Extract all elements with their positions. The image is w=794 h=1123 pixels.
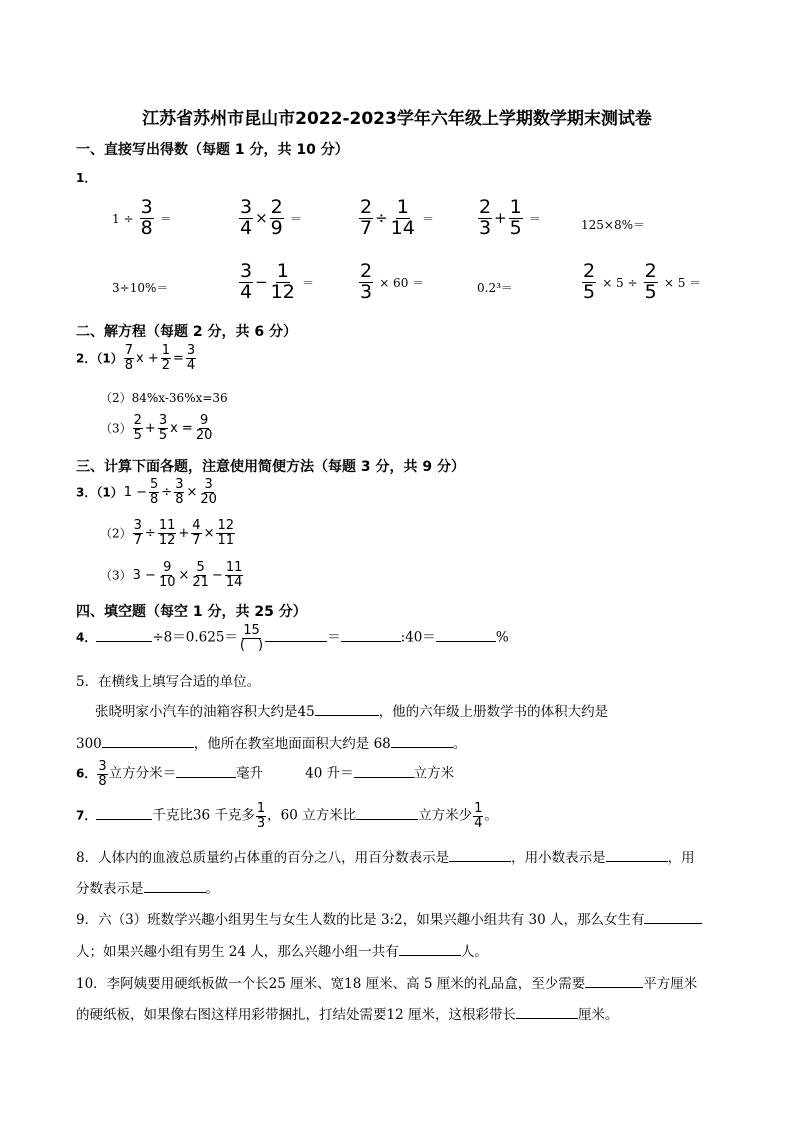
fraction: $\frac{1}{12}$ bbox=[270, 260, 295, 303]
mental-r1-c: $\frac{2}{7}$ ÷ $\frac{1}{14}$ ＝ bbox=[360, 196, 434, 239]
fraction: $\frac{3}{8}$ bbox=[98, 759, 107, 789]
question-10-line-2: 的硬纸板，如果像右图这样用彩带捆扎，打结处需要12 厘米，这根彩带长 厘米。 bbox=[76, 1003, 618, 1023]
mental-r2-d: 0.2³＝ bbox=[477, 281, 513, 295]
fraction: $\frac{7}{8}$ bbox=[124, 343, 133, 373]
question-9-line-1: 9．六（3）班数学兴趣小组男生与女生人数的比是 3:2，如果兴趣小组共有 30 人，那么女生有 bbox=[76, 908, 702, 928]
fraction: $\frac{15}{( )}$ bbox=[239, 623, 264, 653]
answer-blank[interactable] bbox=[356, 805, 418, 820]
fraction: $\frac{3}{8}$ bbox=[140, 196, 153, 239]
fraction: $\frac{1}{2}$ bbox=[161, 343, 170, 373]
answer-blank[interactable] bbox=[341, 627, 401, 642]
fraction: $\frac{2}{9}$ bbox=[270, 196, 283, 239]
question-5-prompt: 5．在横线上填写合适的单位。 bbox=[76, 674, 261, 690]
fraction: $\frac{1}{14}$ bbox=[390, 196, 415, 239]
question-10-line-1: 10．李阿姨要用硬纸板做一个长25 厘米、宽18 厘米、高 5 厘米的礼品盒，至少需要 平方厘米 bbox=[76, 972, 697, 992]
question-1-number: 1． bbox=[76, 171, 97, 185]
page-title: 江苏省苏州市昆山市2022-2023学年六年级上学期数学期末测试卷 bbox=[142, 109, 652, 129]
fraction: $\frac{2}{5}$ bbox=[644, 260, 657, 303]
fraction: $\frac{2}{5}$ bbox=[583, 260, 596, 303]
section-3-heading: 三、计算下面各题，注意使用简便方法（每题 3 分，共 9 分） bbox=[76, 459, 465, 475]
mental-r1-e: 125×8%＝ bbox=[581, 218, 645, 232]
answer-blank[interactable] bbox=[585, 973, 643, 988]
equation-2: （2）84%x-36%x=36 bbox=[100, 391, 228, 405]
fraction: $\frac{3}{7}$ bbox=[133, 518, 142, 548]
mental-r1-b: $\frac{3}{4}$ × $\frac{2}{9}$ ＝ bbox=[240, 196, 302, 239]
calc-3: （3）3 − $\frac{9}{10}$ × $\frac{5}{21}$ − $\frac{11}{14}$ bbox=[100, 560, 243, 590]
fraction: $\frac{9}{20}$ bbox=[195, 413, 213, 443]
answer-blank[interactable] bbox=[391, 733, 453, 748]
mental-r2-a: 3÷10%＝ bbox=[112, 281, 169, 295]
question-5-line-3: 300 ，他所在教室地面面积大约是 68 。 bbox=[76, 732, 466, 752]
fraction: $\frac{3}{4}$ bbox=[186, 343, 196, 373]
question-6: 6． $\frac{3}{8}$ 立方分米＝ 毫升 40 升＝ 立方米 bbox=[76, 759, 455, 789]
answer-blank[interactable] bbox=[516, 1004, 578, 1019]
fraction: $\frac{1}{3}$ bbox=[256, 801, 266, 831]
fraction: $\frac{2}{5}$ bbox=[133, 413, 142, 443]
fraction: $\frac{2}{3}$ bbox=[360, 260, 373, 303]
fraction: $\frac{9}{10}$ bbox=[158, 560, 176, 590]
answer-blank[interactable] bbox=[96, 627, 152, 642]
answer-blank[interactable] bbox=[644, 909, 702, 924]
fraction: $\frac{3}{4}$ bbox=[240, 196, 253, 239]
fraction: $\frac{3}{5}$ bbox=[158, 413, 168, 443]
mental-r1-d: $\frac{2}{3}$ + $\frac{1}{5}$ ＝ bbox=[479, 196, 541, 239]
fraction: $\frac{2}{3}$ bbox=[479, 196, 492, 239]
calc-2: （2） $\frac{3}{7}$ ÷ $\frac{11}{12}$ + $\frac{4}{7}$ × $\frac{12}{11}$ bbox=[100, 518, 235, 548]
question-8-line-1: 8．人体内的血液总质量约占体重的百分之八，用百分数表示是 ，用小数表示是 ，用 bbox=[76, 846, 695, 866]
fraction: $\frac{5}{8}$ bbox=[150, 477, 159, 507]
section-2-heading: 二、解方程（每题 2 分，共 6 分） bbox=[76, 324, 297, 340]
equation-1: 2．（1） $\frac{7}{8}$ x + $\frac{1}{2}$ = $\frac{3}{4}$ bbox=[76, 343, 196, 373]
fraction: $\frac{3}{8}$ bbox=[175, 477, 184, 507]
question-9-line-2: 人；如果兴趣小组有男生 24 人，那么兴趣小组一共有 人。 bbox=[76, 940, 488, 960]
fraction: $\frac{1}{4}$ bbox=[474, 801, 483, 831]
calc-1: 3．（1）1 − $\frac{5}{8}$ ÷ $\frac{3}{8}$ × $\frac{3}{20}$ bbox=[76, 477, 217, 507]
question-7: 7． 千克比36 千克多 $\frac{1}{3}$ ，60 立方米比 立方米少 $\frac{1}{4}$ 。 bbox=[76, 801, 498, 831]
answer-blank[interactable] bbox=[449, 847, 511, 862]
fraction: $\frac{3}{20}$ bbox=[200, 477, 217, 507]
answer-blank[interactable] bbox=[176, 763, 236, 778]
answer-blank[interactable] bbox=[96, 805, 152, 820]
equation-3: （3） $\frac{2}{5}$ + $\frac{3}{5}$ x = $\frac{9}{20}$ bbox=[100, 413, 213, 443]
mental-r1-a: 1 ÷ $\frac{3}{8}$ ＝ bbox=[112, 196, 172, 239]
question-5-line-2: 张晓明家小汽车的油箱容积大约是45 ，他的六年级上册数学书的体积大约是 bbox=[95, 700, 608, 720]
fraction: $\frac{11}{14}$ bbox=[225, 560, 243, 590]
answer-blank[interactable] bbox=[265, 627, 327, 642]
answer-blank[interactable] bbox=[315, 701, 379, 716]
answer-blank[interactable] bbox=[399, 941, 461, 956]
fraction: $\frac{11}{12}$ bbox=[158, 518, 176, 548]
answer-blank[interactable] bbox=[436, 627, 496, 642]
fraction: $\frac{4}{7}$ bbox=[192, 518, 201, 548]
fraction: $\frac{1}{5}$ bbox=[509, 196, 522, 239]
question-4: 4． ÷8＝0.625＝ $\frac{15}{( )}$ ＝ :40＝ % bbox=[76, 623, 509, 653]
fraction: $\frac{3}{4}$ bbox=[240, 260, 253, 303]
answer-blank[interactable] bbox=[102, 733, 194, 748]
mental-r2-e: $\frac{2}{5}$ × 5 ÷ $\frac{2}{5}$ × 5 ＝ bbox=[583, 260, 702, 303]
mental-r2-b: $\frac{3}{4}$ − $\frac{1}{12}$ ＝ bbox=[240, 260, 314, 303]
answer-blank[interactable] bbox=[144, 878, 206, 893]
fraction: $\frac{12}{11}$ bbox=[217, 518, 235, 548]
answer-blank[interactable] bbox=[354, 763, 414, 778]
fraction: $\frac{5}{21}$ bbox=[192, 560, 209, 590]
question-8-line-2: 分数表示是 。 bbox=[76, 877, 219, 897]
mental-r2-c: $\frac{2}{3}$ × 60 ＝ bbox=[360, 260, 425, 303]
answer-blank[interactable] bbox=[606, 847, 668, 862]
fraction: $\frac{2}{7}$ bbox=[360, 196, 373, 239]
section-1-heading: 一、直接写出得数（每题 1 分，共 10 分） bbox=[76, 142, 349, 158]
section-4-heading: 四、填空题（每空 1 分，共 25 分） bbox=[76, 604, 307, 620]
